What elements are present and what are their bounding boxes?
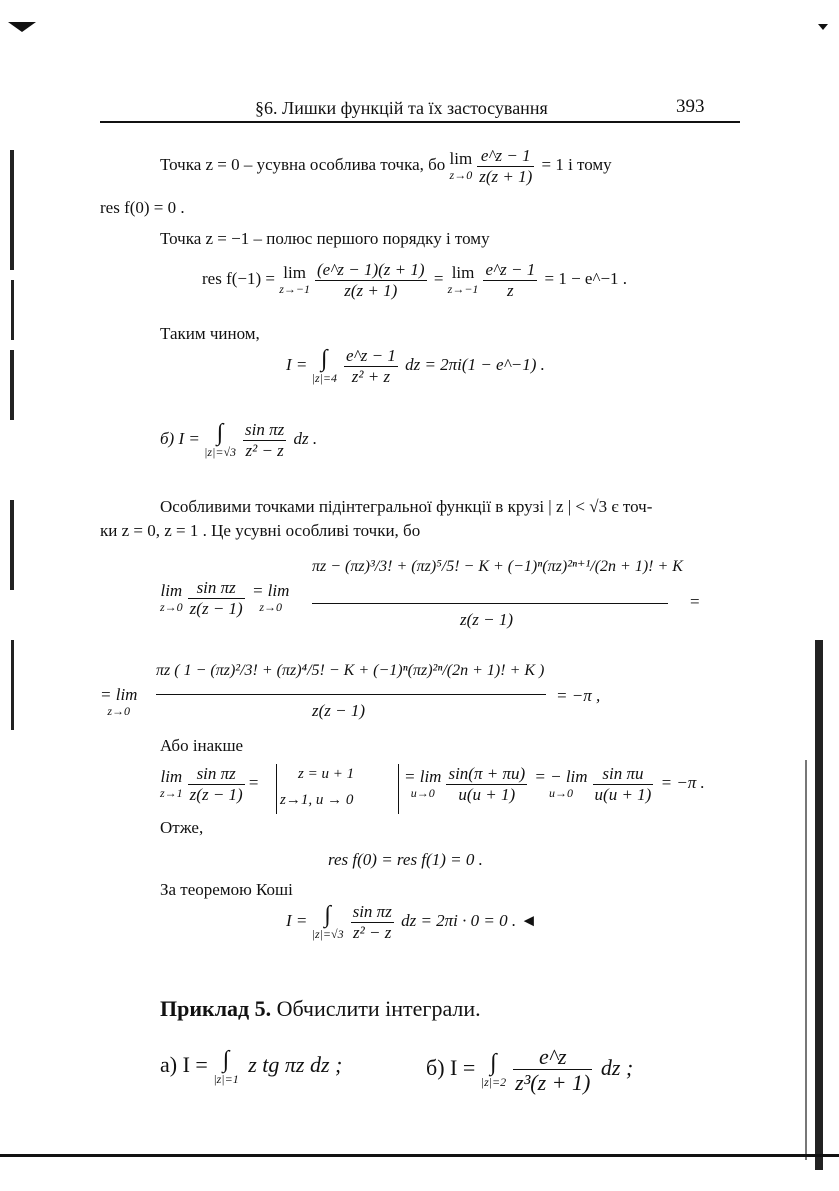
text-line-5: Таким чином, (160, 324, 260, 343)
formula-res-equal: res f(0) = res f(1) = 0 . (328, 850, 483, 869)
text-line-8: Особливими точками підінтегральної функції в крузі | z | < √3 є точ- (160, 497, 653, 516)
alt-fraction-2 (446, 764, 527, 804)
limit-label: lim (160, 581, 183, 601)
example-text: Обчислити інтеграли. (276, 996, 481, 1021)
text-line-16: За теоремою Коші (160, 880, 293, 899)
integral-sign-block (312, 347, 337, 385)
series-limit-block-2 (100, 686, 139, 718)
example-b-fraction (513, 1044, 592, 1096)
res-tail: = 1 − e^−1 . (544, 268, 628, 288)
series-tail-1: = (690, 592, 700, 611)
integral-lhs: I = (286, 354, 308, 374)
footer-rule (0, 1154, 839, 1157)
series-fraction-bar-1 (312, 603, 668, 604)
fraction-den: z(z − 1) (189, 598, 243, 618)
page-header-title: §6. Лишки функцій та їх застосування (255, 98, 548, 118)
integral-tail: dz = 2πi · 0 = 0 . (401, 910, 517, 930)
alt-limit-2 (404, 768, 441, 800)
limit-label: = − lim (534, 767, 588, 787)
formula-integral-1 (286, 346, 545, 386)
res-fraction-2 (483, 260, 537, 300)
integral-lhs: б) I = (160, 428, 200, 448)
res-fraction-1 (315, 260, 427, 300)
integral-fraction (344, 346, 398, 386)
alt-fraction-1 (188, 764, 245, 804)
integral-sign: ∫ (490, 1049, 497, 1076)
text-line-9: ки z = 0, z = 1 . Це усувні особливі точки, бо (100, 521, 421, 540)
limit-label: = lim (404, 767, 442, 787)
integral-fraction (243, 420, 286, 460)
fraction-num: e^z − 1 (477, 146, 534, 167)
integral-sign: ∫ (222, 1047, 230, 1073)
fraction-num: sin πz (245, 420, 285, 439)
fraction-num: e^z − 1 (346, 346, 396, 365)
example-title: Приклад 5. (160, 996, 272, 1021)
alt-limit-1 (160, 768, 183, 800)
page-number: 393 (676, 96, 705, 117)
integral-contour: |z|=1 (213, 1072, 239, 1087)
series-numerator-2: πz ( 1 − (πz)²/3! + (πz)⁴/5! − K + (−1)ⁿ(πz)²ⁿ/(2n + 1)! + K ) (156, 662, 545, 679)
limit-sub: u→0 (410, 785, 435, 800)
limit-sub: z→−1 (447, 281, 479, 296)
integral-contour: |z|=√3 (204, 445, 237, 460)
integral-tail: dz = 2πi(1 − e^−1) . (405, 354, 545, 374)
text-line-2: res f(0) = 0 . (100, 198, 185, 217)
integral-tail: dz . (293, 428, 318, 448)
res-eq: = (433, 268, 444, 288)
fraction-num: e^z (513, 1044, 592, 1070)
corner-mark-right (818, 24, 828, 30)
series-limit-2 (252, 582, 289, 614)
limit-sub: z→−1 (279, 281, 311, 296)
fraction-den: z (507, 280, 514, 300)
substitution-bottom: z→1, u → 0 (280, 792, 354, 808)
fraction-den: u(u + 1) (594, 784, 652, 804)
example-b-tail: dz ; (600, 1054, 634, 1080)
substitution-top: z = u + 1 (298, 766, 355, 782)
series-limit-3 (100, 686, 137, 718)
series-den-1: z(z − 1) (460, 610, 514, 629)
substitution-left-bar (276, 764, 277, 814)
formula-alt-limit: lim z→1 $\frac{\text{sin πz}}{z(z - 1)}$ = (160, 764, 260, 804)
limit-label: lim (160, 767, 183, 787)
limit-label: lim (451, 263, 475, 283)
limit-label: lim (283, 263, 306, 283)
fraction-num: (e^z − 1)(z + 1) (317, 260, 425, 279)
scan-bar-left-3 (10, 350, 14, 420)
integral-sign-block (204, 421, 236, 459)
fraction-den: z(z + 1) (344, 280, 398, 300)
limit-label: lim (449, 149, 473, 169)
integral-contour: |z|=√3 (311, 927, 344, 942)
text-line-3: Точка z = −1 – полюс першого порядку і тому (160, 229, 490, 248)
integral-fraction (351, 902, 394, 942)
res-lhs: res f(−1) = (202, 268, 275, 288)
res-limit-2 (448, 264, 479, 296)
scan-bar-left-4 (10, 500, 14, 590)
integral-contour: |z|=4 (311, 371, 338, 386)
fraction-num: sin πz (188, 578, 245, 599)
integral-sign-block (481, 1051, 506, 1089)
fraction-den: z(z − 1) (189, 784, 243, 804)
series-limit-block (160, 578, 291, 618)
fraction-num: sin(π + πu) (448, 764, 526, 783)
scan-bar-right-2 (805, 760, 807, 1160)
scan-bar-left-5 (11, 640, 14, 730)
example-a (160, 1048, 342, 1086)
integral-sign: ∫ (216, 420, 224, 447)
fraction-num: sin πz (352, 902, 392, 921)
series-fraction (188, 578, 245, 618)
limit-sub: u→0 (548, 785, 573, 800)
scan-bar-right-1 (815, 640, 823, 1170)
substitution-right-bar (398, 764, 399, 814)
fraction-num: sin πz (188, 764, 245, 785)
series-fraction-bar-2 (156, 694, 546, 695)
fraction-num: sin πu (593, 764, 654, 785)
limit-label: = lim (100, 685, 138, 704)
text-line-12: Або інакше (160, 736, 244, 755)
series-limit (160, 582, 183, 614)
example-heading (160, 996, 481, 1022)
series-numerator-1: πz − (πz)³/3! + (πz)⁵/5! − K + (−1)ⁿ(πz)²ⁿ⁺¹/(2n + 1)! + K (312, 558, 683, 575)
formula-res-minus-one (202, 260, 627, 300)
line-1-tail: = 1 і тому (541, 154, 612, 174)
example-a-lhs: а) I = (160, 1051, 208, 1077)
formula-cauchy (286, 902, 537, 942)
limit-sub: z→0 (449, 167, 473, 182)
line-1-limit (450, 150, 473, 182)
limit-sub: z→0 (160, 599, 183, 614)
fraction-num: e^z − 1 (485, 260, 536, 279)
res-limit-1 (279, 264, 310, 296)
limit-sub: z→0 (259, 599, 283, 614)
fraction-den: z² + z (351, 366, 391, 386)
integral-sign-block (213, 1048, 238, 1086)
integral-sign: ∫ (324, 902, 331, 929)
limit-sub: z→0 (107, 703, 131, 718)
formula-integral-b (160, 420, 317, 460)
integral-sign-block (312, 903, 344, 941)
scan-bar-left-2 (11, 280, 14, 340)
line-1-text: Точка z = 0 – усувна особлива точка, бо (160, 154, 446, 174)
end-of-proof-marker: ◄ (520, 910, 538, 930)
header-rule (100, 121, 740, 123)
corner-mark-left (8, 22, 36, 32)
example-b (426, 1044, 633, 1096)
fraction-den: z² − z (353, 922, 392, 942)
alt-limit-3 (534, 768, 587, 800)
fraction-den: u(u + 1) (458, 784, 516, 804)
alt-tail: = −π . (660, 772, 705, 792)
fraction-den: z(z + 1) (479, 166, 533, 186)
formula-alt-limit-rest (404, 764, 705, 804)
example-b-lhs: б) I = (426, 1054, 476, 1080)
text-line-14: Отже, (160, 818, 204, 837)
fraction-den: z³(z + 1) (515, 1070, 591, 1096)
limit-sub: z→1 (160, 785, 183, 800)
line-1-fraction (477, 146, 534, 186)
series-den-2: z(z − 1) (312, 701, 366, 720)
fraction-den: z² − z (245, 440, 284, 460)
integral-contour: |z|=2 (480, 1075, 507, 1090)
alt-fraction-3 (593, 764, 654, 804)
scan-bar-left-1 (10, 150, 14, 270)
limit-label: = lim (251, 581, 290, 601)
series-tail-2: = −π , (556, 686, 601, 705)
integral-sign: ∫ (321, 346, 328, 373)
integral-lhs: I = (286, 910, 308, 930)
text-line-1 (160, 146, 612, 186)
example-a-body: z tg πz dz ; (248, 1051, 343, 1077)
